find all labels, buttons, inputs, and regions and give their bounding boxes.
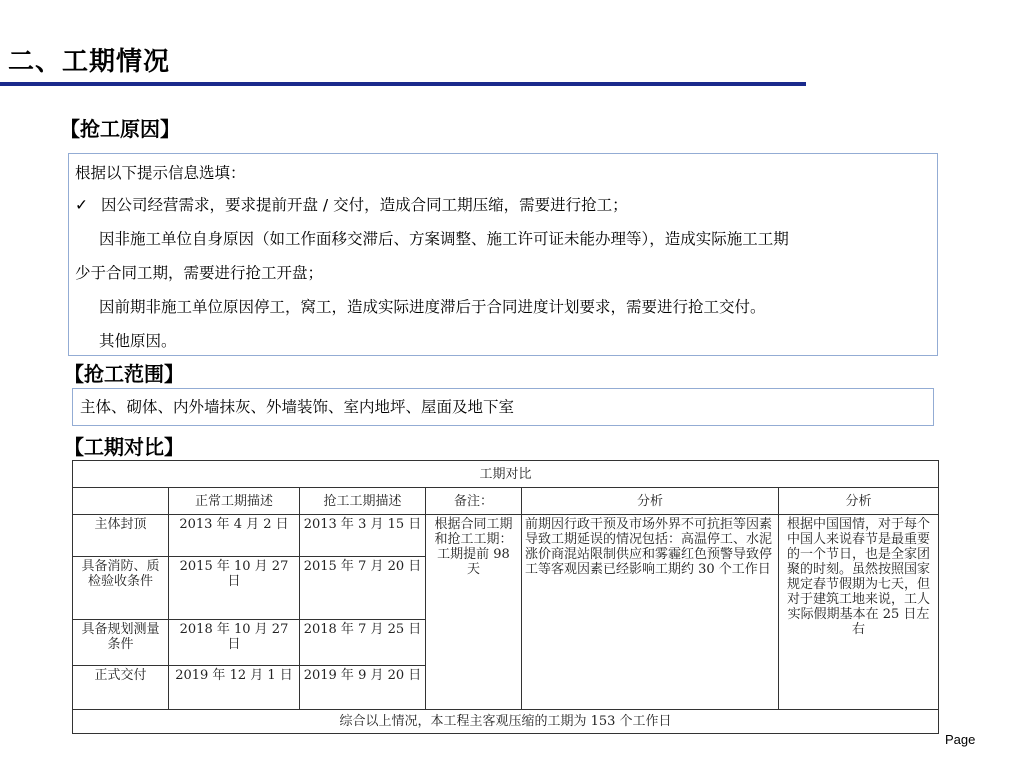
page-label: Page [945, 732, 976, 747]
summary-cell: 综合以上情况，本工程主客观压缩的工期为 153 个工作日 [73, 710, 939, 734]
check-icon: ✓ [75, 196, 88, 214]
rush-date: 2018 年 7 月 25 日 [300, 620, 426, 666]
row-label: 正式交付 [73, 666, 169, 710]
rush-date: 2013 年 3 月 15 日 [300, 515, 426, 557]
analysis-cell-1: 前期因行政干预及市场外界不可抗拒等因素导致工期延误的情况包括：高温停工、水泥涨价商混站限制供应和雾霾红色预警导致停工等客观因素已经影响工期约 30 个工作日 [522, 515, 779, 710]
note-cell: 根据合同工期和抢工工期：工期提前 98 天 [426, 515, 522, 710]
row-label: 主体封顶 [73, 515, 169, 557]
header-cell: 分析 [522, 488, 779, 515]
reason-item-2-cont: 少于合同工期，需要进行抢工开盘； [75, 264, 324, 282]
rush-date: 2015 年 7 月 20 日 [300, 557, 426, 620]
header-cell [73, 488, 169, 515]
header-cell: 抢工工期描述 [300, 488, 426, 515]
page-title: 二、工期情况 [8, 47, 171, 77]
normal-date: 2018 年 10 月 27 日 [169, 620, 300, 666]
scope-text: 主体、砌体、内外墙抹灰、外墙装饰、室内地坪、屋面及地下室 [80, 398, 515, 416]
compare-table [72, 460, 939, 734]
reason-hint: 根据以下提示信息选填： [75, 164, 246, 182]
table-row [73, 515, 939, 557]
header-cell: 备注： [426, 488, 522, 515]
reason-item-4: 其他原因。 [99, 332, 177, 350]
normal-date: 2013 年 4 月 2 日 [169, 515, 300, 557]
row-label: 具备规划测量条件 [73, 620, 169, 666]
compare-heading: 【工期对比】 [64, 435, 184, 459]
scope-heading: 【抢工范围】 [64, 362, 184, 386]
header-cell: 分析 [779, 488, 939, 515]
title-underline [0, 82, 806, 86]
reason-item-text: 因公司经营需求，要求提前开盘 / 交付，造成合同工期压缩，需要进行抢工； [101, 196, 628, 214]
row-label: 具备消防、质检验收条件 [73, 557, 169, 620]
reason-item-2: 因非施工单位自身原因（如工作面移交滞后、方案调整、施工许可证未能办理等），造成实际施工工期 [99, 230, 789, 248]
header-cell: 正常工期描述 [169, 488, 300, 515]
reason-item-1 [75, 188, 931, 222]
normal-date: 2019 年 12 月 1 日 [169, 666, 300, 710]
table-caption: 工期对比 [73, 461, 939, 488]
reason-heading: 【抢工原因】 [60, 117, 180, 141]
normal-date: 2015 年 10 月 27 日 [169, 557, 300, 620]
scope-box [72, 388, 934, 426]
analysis-cell-2: 根据中国国情，对于每个中国人来说春节是最重要的一个节日，也是全家团聚的时刻。虽然按照国家规定春节假期为七天，但对于建筑工地来说，工人实际假期基本在 25 日左右 [779, 515, 939, 710]
rush-date: 2019 年 9 月 20 日 [300, 666, 426, 710]
reason-item-3: 因前期非施工单位原因停工，窝工，造成实际进度滞后于合同进度计划要求，需要进行抢工交付。 [99, 298, 766, 316]
reason-box [68, 153, 938, 356]
